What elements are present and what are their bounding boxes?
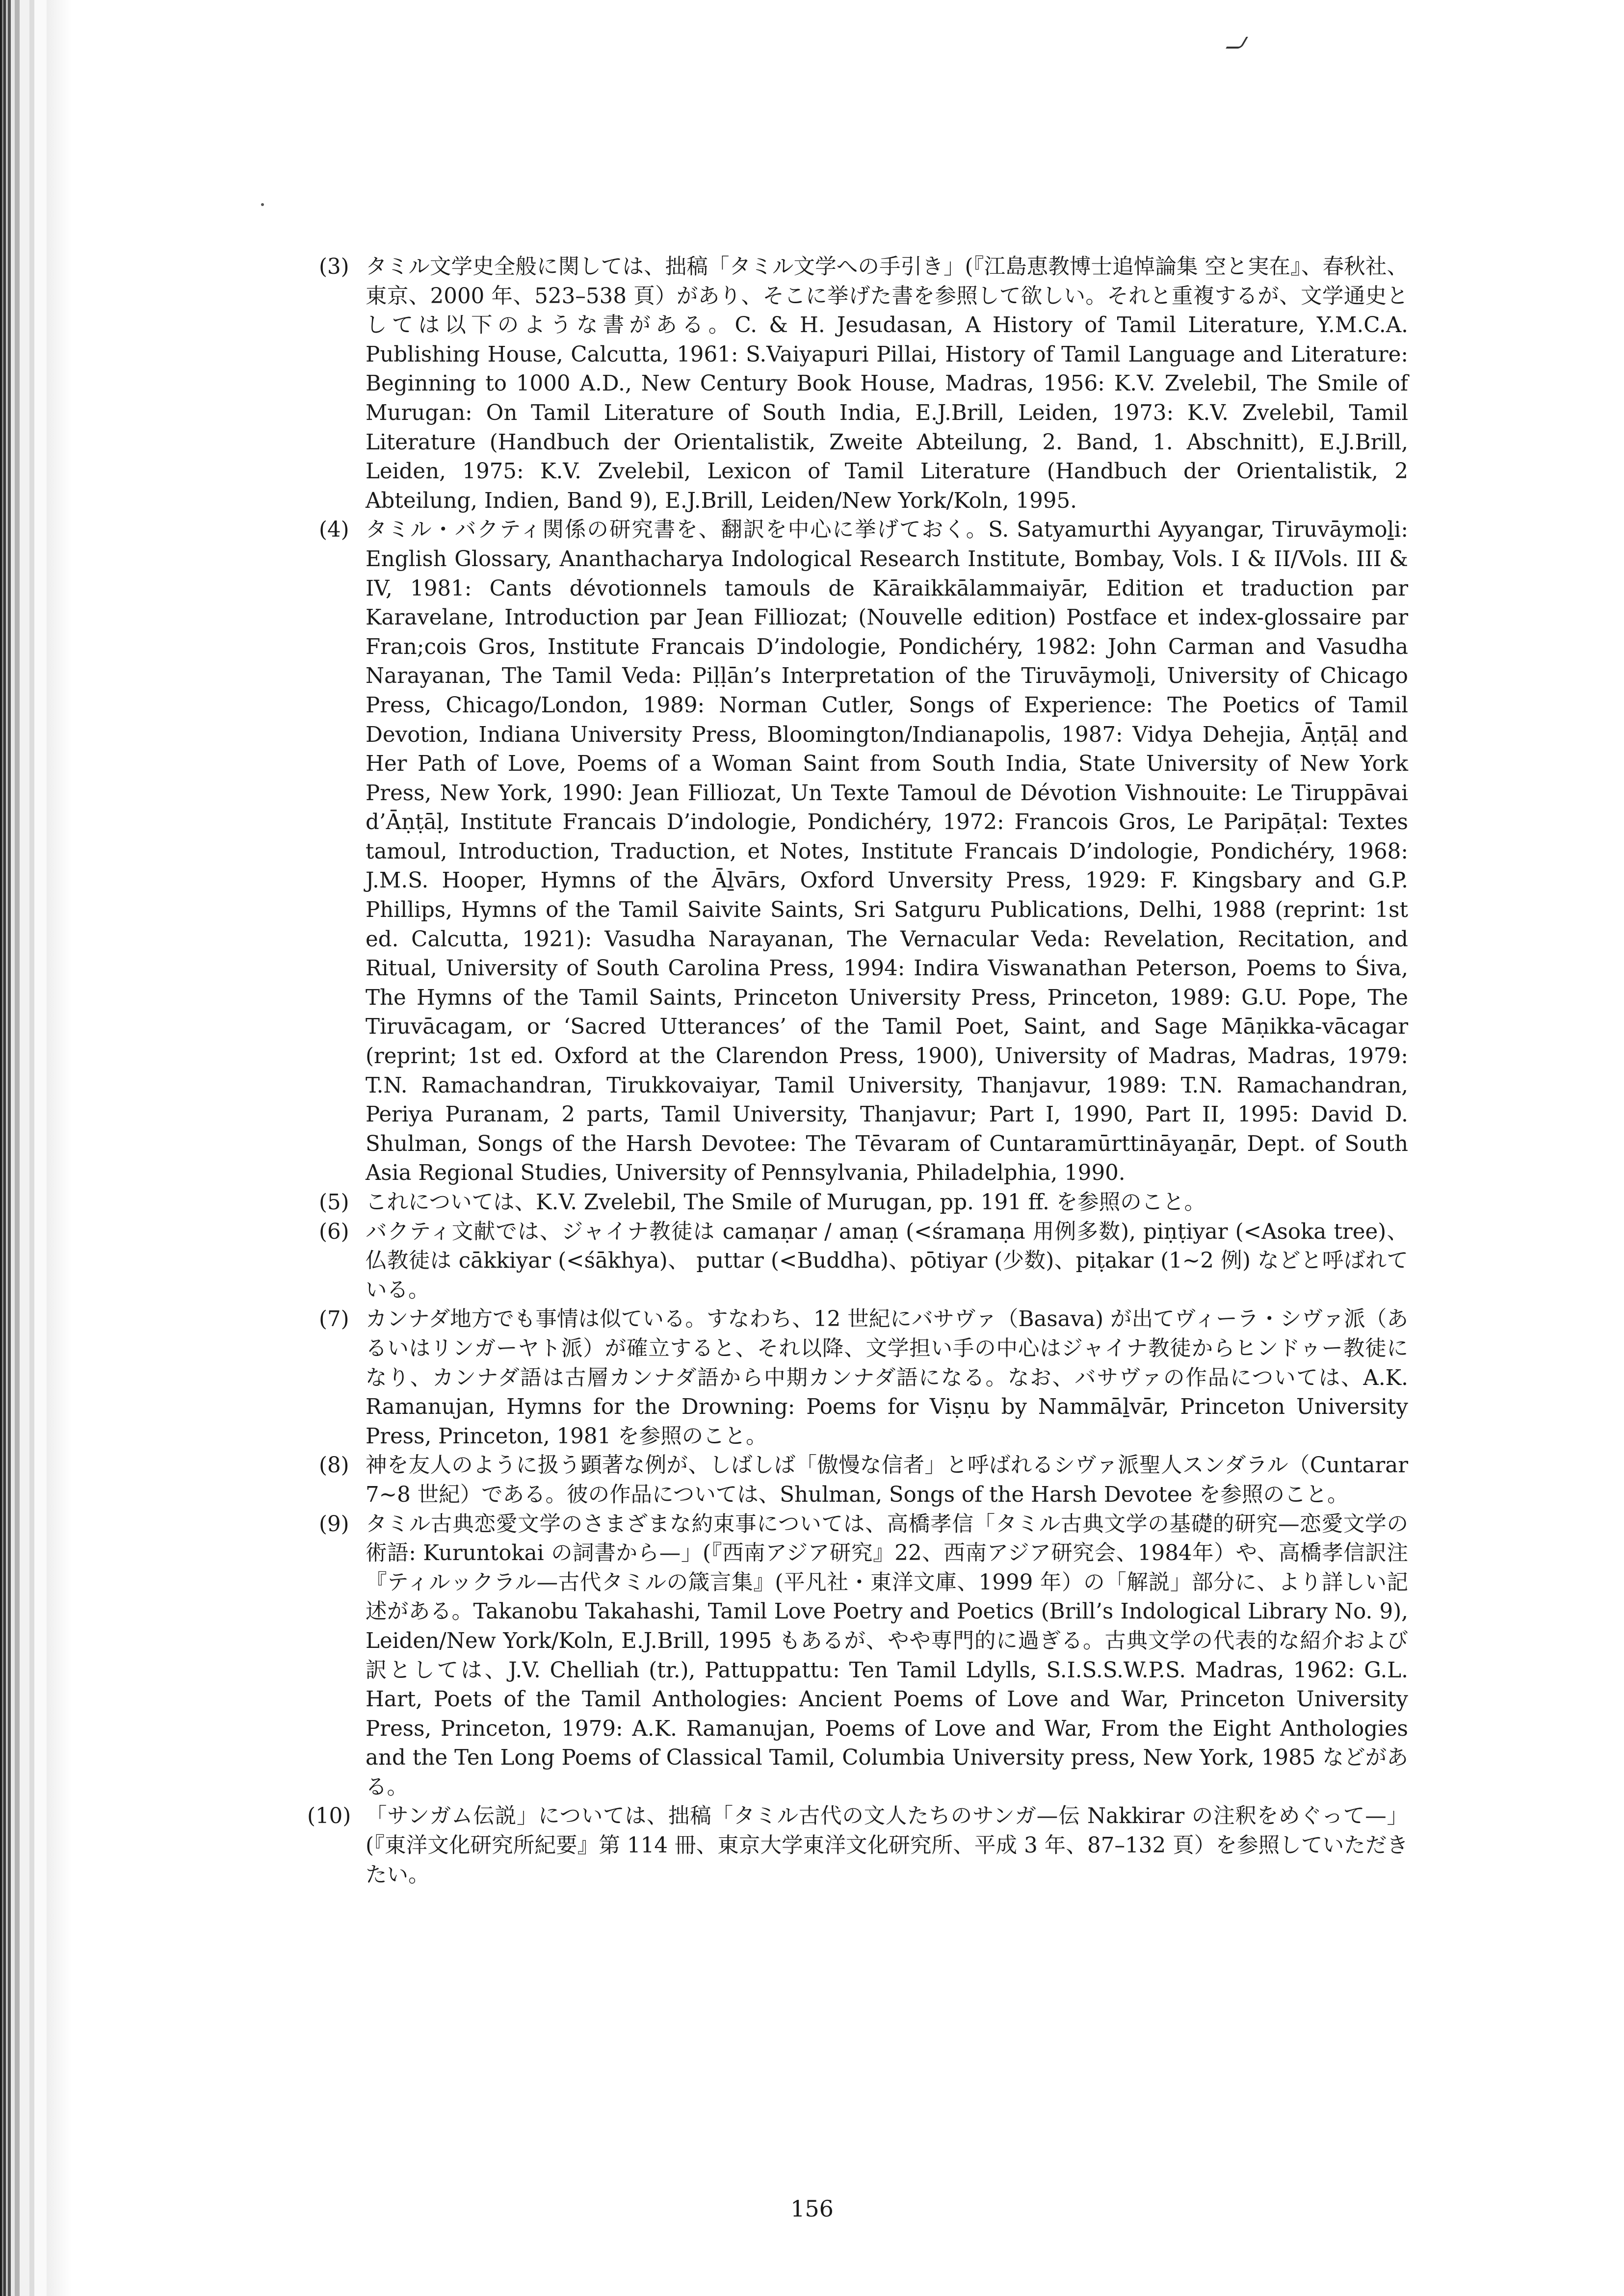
stray-dot [261, 203, 264, 206]
note-text: タミル・バクティ関係の研究書を、翻訳を中心に挙げておく。S. Satyamurthi Ayyangar, Tiruvāymoḻi: English Glossary, Ananthacharya Indological Research Institute, Bombay, Vols. I & II/Vols. III & IV, 1981: Cants dévotionnels tamouls de Kāraikkālammaiyār, Edition et traduction par Karavelane, Introduction par Jean Filliozat; (Nouvelle edition) Postface et index-glossaire par Fran;cois Gros, Institute Francais D’indologie, Pondichéry, 1982: John Carman and Vasudha Narayanan, The Tamil Veda: Piḷḷān’s Interpretation of the Tiruvāymoḻi, University of Chicago Press, Chicago/London, 1989: Norman Cutler, Songs of Experience: The Poetics of Tamil Devotion, Indiana University Press, Bloomington/Indianapolis, 1987: Vidya Dehejia, Āṇṭāḷ and Her Path of Love, Poems of a Woman Saint from South India, State University of New York Press, New York, 1990: Jean Filliozat, Un Texte Tamoul de Dévotion Vishnouite: Le Tiruppāvai d’Āṇṭāḷ, Institute Francais D’indologie, Pondichéry, 1972: Francois Gros, Le Paripāṭal: Textes tamoul, Introduction, Traduction, et Notes, Institute Francais D’indologie, Pondichéry, 1968: J.M.S. Hooper, Hymns of the Āḻvārs, Oxford Unversity Press, 1929: F. Kingsbary and G.P. Phillips, Hymns of the Tamil Saivite Saints, Sri Satguru Publications, Delhi, 1988 (reprint: 1st ed. Calcutta, 1921): Vasudha Narayanan, The Vernacular Veda: Revelation, Recitation, and Ritual, University of South Carolina Press, 1994: Indira Viswanathan Peterson, Poems to Śiva, The Hymns of the Tamil Saints, Princeton University Press, Princeton, 1989: G.U. Pope, The Tiruvācagam, or ‘Sacred Utterances’ of the Tamil Poet, Saint, and Sage Māṇikka-vācagar (reprint; 1st ed. Oxford at the Clarendon Press, 1900), University of Madras, Madras, 1979: T.N. Ramachandran, Tirukkovaiyar, Tamil University, Thanjavur, 1989: T.N. Ramachandran, Periya Puranam, 2 parts, Tamil University, Thanjavur; Part I, 1990, Part II, 1995: David D. Shulman, Songs of the Harsh Devotee: The Tēvaram of Cuntaramūrttināyaṉār, Dept. of South Asia Regional Studies, University of Pennsylvania, Philadelphia, 1990. [366, 518, 1408, 1186]
note-9 [319, 1510, 1408, 1802]
page-number: 156 [790, 2195, 834, 2222]
note-6 [319, 1218, 1408, 1305]
note-number: (4) [319, 518, 349, 543]
note-8 [319, 1451, 1408, 1510]
book-spine-shadow [0, 0, 47, 2296]
note-number: (6) [319, 1219, 349, 1244]
note-number: (5) [319, 1190, 349, 1215]
note-10 [307, 1802, 1408, 1890]
note-text: 神を友人のように扱う顕著な例が、しばしば「傲慢な信者」と呼ばれるシヴァ派聖人スンダラル（Cuntarar 7~8 世紀）である。彼の作品については、Shulman, Songs of the Harsh Devotee を参照のこと。 [366, 1453, 1408, 1507]
note-number: (8) [319, 1453, 349, 1478]
note-number: (10) [307, 1804, 351, 1829]
note-number: (9) [319, 1512, 349, 1537]
note-4 [319, 516, 1408, 1188]
pencil-mark [1226, 37, 1248, 49]
note-number: (3) [319, 255, 349, 279]
note-text: バクティ文献では、ジャイナ教徒は camaṇar / amaṇ (<śramaṇa 用例多数), piṇṭiyar (<Asoka tree)、仏教徒は cākkiyar (<śākhya)、 puttar (<Buddha)、pōtiyar (少数)、piṭakar (1~2 例) などと呼ばれている。 [366, 1219, 1408, 1303]
note-text: タミル文学史全般に関しては、拙稿「タミル文学への手引き」(『江島恵教博士追悼論集 空と実在』、春秋社、東京、2000 年、523–538 頁）があり、そこに挙げた書を参照して欲しい。それと重複するが、文学通史としては以下のような書がある。C. & H. Jesudasan, A History of Tamil Literature, Y.M.C.A. Publishing House, Calcutta, 1961: S.Vaiyapuri Pillai, History of Tamil Language and Literature: Beginning to 1000 A.D., New Century Book House, Madras, 1956: K.V. Zvelebil, The Smile of Murugan: On Tamil Literature of South India, E.J.Brill, Leiden, 1973: K.V. Zvelebil, Tamil Literature (Handbuch der Orientalistik, Zweite Abteilung, 2. Band, 1. Abschnitt), E.J.Brill, Leiden, 1975: K.V. Zvelebil, Lexicon of Tamil Literature (Handbuch der Orientalistik, 2 Abteilung, Indien, Band 9), E.J.Brill, Leiden/New York/Koln, 1995. [366, 255, 1408, 513]
note-text: これについては、K.V. Zvelebil, The Smile of Murugan, pp. 191 ff. を参照のこと。 [366, 1190, 1206, 1215]
note-3 [319, 253, 1408, 516]
note-text: カンナダ地方でも事情は似ている。すなわち、12 世紀にバサヴァ（Basava) が出てヴィーラ・シヴァ派（あるいはリンガーヤト派）が確立すると、それ以降、文学担い手の中心はジャイナ教徒からヒンドゥー教徒になり、カンナダ語は古層カンナダ語から中期カンナダ語になる。なお、バサヴァの作品については、A.K. Ramanujan, Hymns for the Drowning: Poems for Viṣṇu by Nammāḻvār, Princeton University Press, Princeton, 1981 を参照のこと。 [366, 1307, 1408, 1449]
note-text: 「サンガム伝説」については、拙稿「タミル古代の文人たちのサンガ—伝 Nakkirar の注釈をめぐって—」(『東洋文化研究所紀要』第 114 冊、東京大学東洋文化研究所、平成 3 年、87–132 頁）を参照していただきたい。 [366, 1804, 1408, 1887]
note-text: タミル古典恋愛文学のさまざまな約束事については、高橋孝信「タミル古典文学の基礎的研究—恋愛文学の術語: Kuruntokai の詞書から—」(『西南アジア研究』22、西南アジア研究会、1984年）や、高橋孝信訳注『ティルックラル—古代タミルの箴言集』(平凡社・東洋文庫、1999 年）の「解説」部分に、より詳しい記述がある。Takanobu Takahashi, Tamil Love Poetry and Poetics (Brill’s Indological Library No. 9), Leiden/New York/Koln, E.J.Brill, 1995 もあるが、やや専門的に過ぎる。古典文学の代表的な紹介および訳としては、J.V. Chelliah (tr.), Pattuppattu: Ten Tamil Ldylls, S.I.S.S.W.P.S. Madras, 1962: G.L. Hart, Poets of the Tamil Anthologies: Ancient Poems of Love and War, Princeton University Press, Princeton, 1979: A.K. Ramanujan, Poems of Love and War, From the Eight Anthologies and the Ten Long Poems of Classical Tamil, Columbia University press, New York, 1985 などがある。 [366, 1512, 1408, 1800]
gutter-shade [47, 0, 71, 2296]
note-7 [319, 1305, 1408, 1451]
note-number: (7) [319, 1307, 349, 1332]
endnotes [307, 253, 1408, 2068]
note-5 [319, 1188, 1408, 1218]
